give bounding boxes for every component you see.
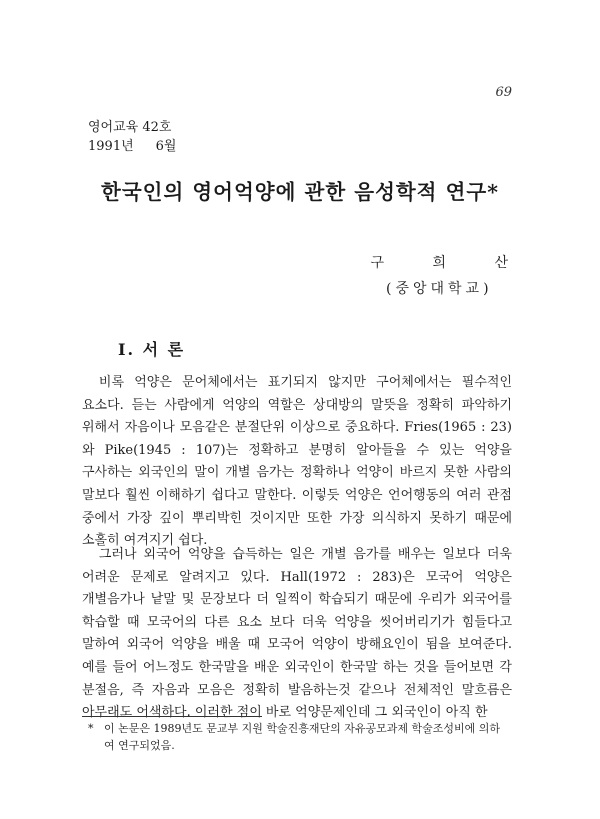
author-name: 구 희 산 bbox=[370, 255, 530, 271]
body-paragraph-1 bbox=[82, 372, 512, 553]
footnote-divider bbox=[82, 716, 262, 717]
body-paragraph-2 bbox=[82, 544, 512, 725]
journal-date bbox=[88, 137, 177, 156]
journal-name-issue: 영어교육 42호 bbox=[88, 120, 172, 135]
journal-info bbox=[88, 118, 177, 156]
author-block bbox=[370, 250, 530, 302]
paper-title: 한국인의 영어억양에 관한 음성학적 연구* bbox=[101, 180, 499, 204]
paragraph-text: 그러나 외국어 억양을 습득하는 일은 개별 음가를 배우는 일보다 더욱 어려운 문제로 알려지고 있다. Hall(1972 : 283)은 모국어 억양은 개별음가나 낱말 및 문장보다 더 일찍이 학습되기 때문에 우리가 외국어를 학습할 때 모국어의 다른 요소 보다 더욱 억양을 씻어버리기가 힘들다고 말하여 외국어 억양을 배울 때 모국어 억양이 방해요인이 됨을 보여준다. 예를 들어 어느정도 한국말을 배운 외국인이 한국말 하는 것을 들어보면 각 분절음, 즉 자음과 모음은 정확히 발음하는것 같으나 전체적인 말흐름은 아무래도 어색하다. 이러한 점이 바로 억양문제인데 그 외국인이 아직 한 bbox=[82, 547, 512, 721]
journal-year: 1991년 bbox=[88, 139, 134, 154]
section-heading: I. 서 론 bbox=[118, 340, 186, 359]
footnote bbox=[88, 720, 508, 754]
footnote-line-2: 여 연구되었음. bbox=[104, 739, 175, 752]
footnote-line-1: 이 논문은 1989년도 문교부 지원 학술진흥재단의 자유공모과제 학술조성비에 의하 bbox=[104, 722, 500, 735]
author-affiliation: (중앙대학교) bbox=[385, 281, 493, 297]
paragraph-text: 비록 억양은 문어체에서는 표기되지 않지만 구어체에서는 필수적인 요소다. 듣는 사람에게 억양의 역할은 상대방의 말뜻을 정확히 파악하기 위해서 자음이나 모음같은 분절단위 이상으로 중요하다. Fries(1965 : 23)와 Pike(1945 : 107)는 정확하고 분명히 알아들을 수 있는 억양을 구사하는 외국인의 말이 개별 음가는 정확하나 억양이 바르지 못한 사람의 말보다 훨씬 이해하기 쉽다고 말한다. 이렇듯 억양은 언어행동의 여러 관점 중에서 가장 깊이 뿌리박힌 것이지만 또한 가장 의식하지 못하기 때문에 소홀히 여겨지기 쉽다. bbox=[82, 375, 512, 549]
footnote-mark: * bbox=[88, 722, 94, 735]
page-number: 69 bbox=[495, 85, 512, 100]
journal-month: 6월 bbox=[155, 139, 177, 154]
